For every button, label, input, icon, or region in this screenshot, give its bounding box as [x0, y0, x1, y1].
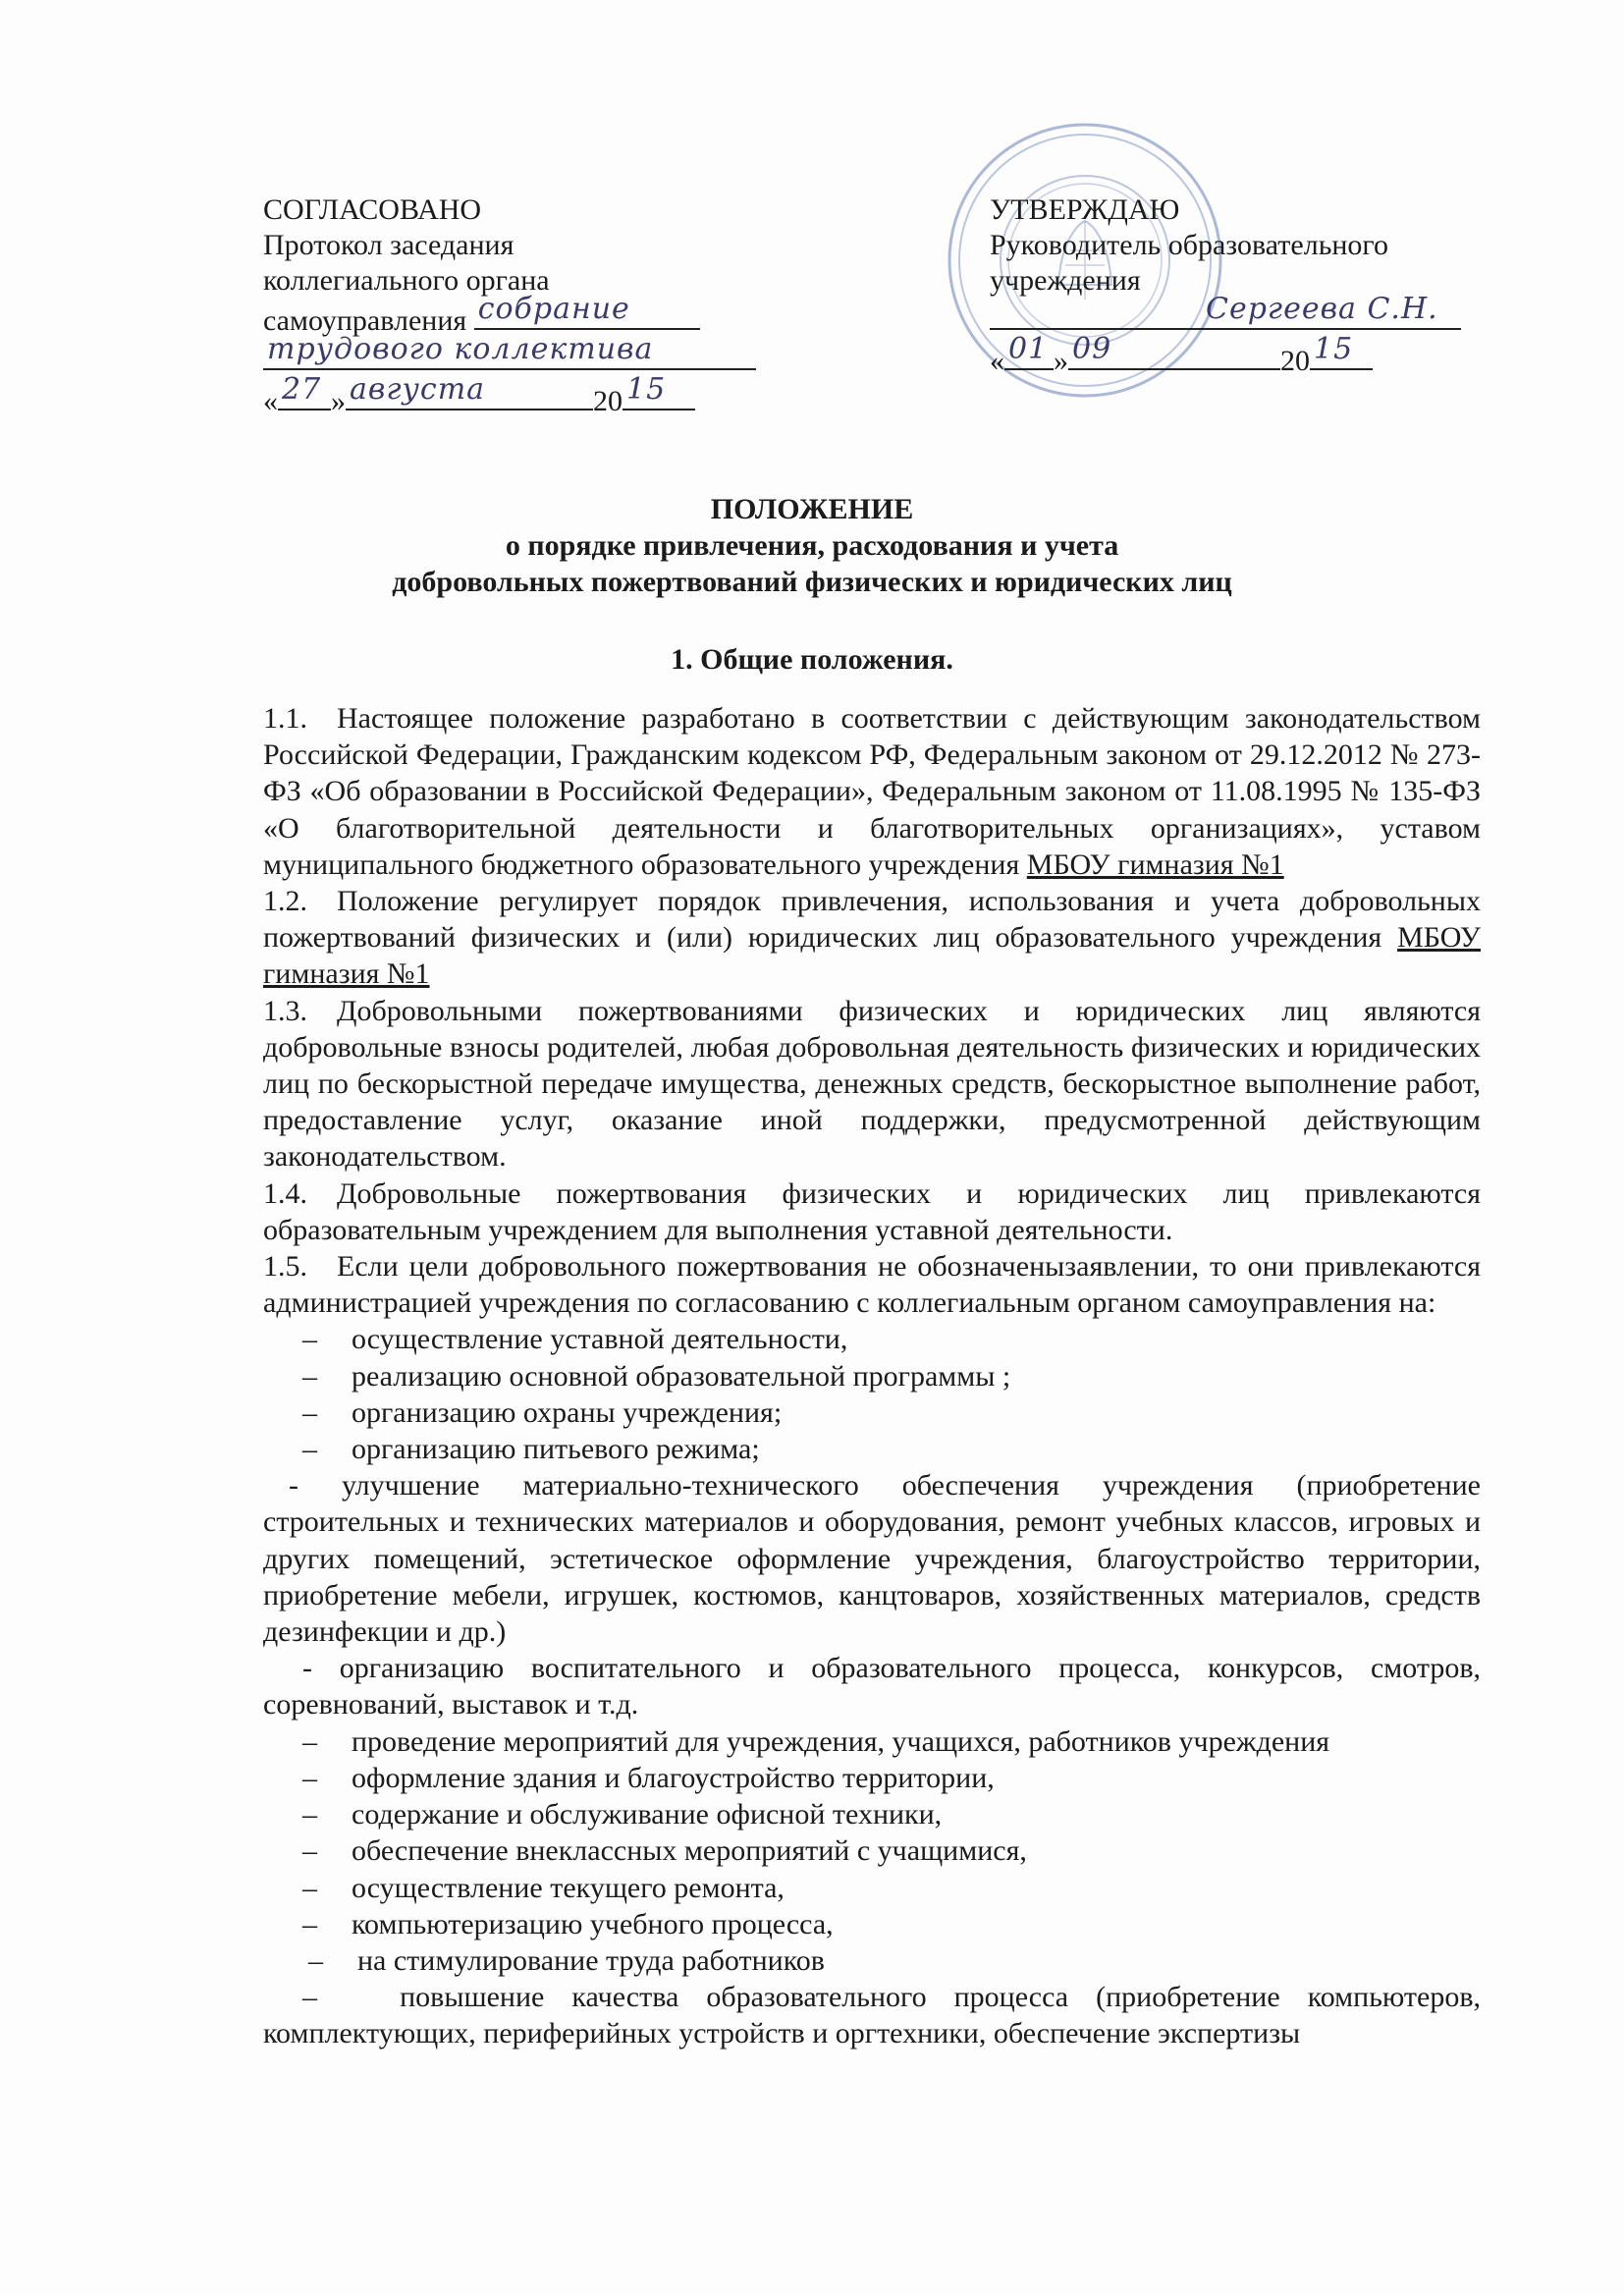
list-dash: – — [302, 1724, 317, 1758]
agreed-quote-close: » — [331, 385, 346, 417]
list-item-text: оформление здания и благоустройство территории, — [352, 1761, 995, 1794]
body-signature-line-2 — [263, 332, 756, 370]
list-dash: – — [302, 1798, 317, 1831]
list-item-text: содержание и обслуживание офисной техники, — [352, 1798, 943, 1831]
list-item — [263, 1760, 1481, 1796]
list-dash: – — [302, 1761, 317, 1794]
list-item-text: на стимулирование труда работников — [357, 1943, 825, 1977]
handwritten-approved-day: 01 — [1008, 332, 1049, 366]
list-item-text: компьютеризацию учебного процесса, — [352, 1907, 834, 1940]
document-title: ПОЛОЖЕНИЕ — [710, 493, 914, 525]
list-item — [263, 1832, 1481, 1869]
approved-year-prefix: 20 — [1280, 345, 1310, 377]
list-item-text: обеспечение внеклассных мероприятий с учащимися, — [352, 1834, 1027, 1868]
list-dash: – — [302, 1981, 317, 2014]
list-dash: – — [302, 1834, 317, 1868]
handwritten-month: августа — [350, 372, 486, 407]
approved-quote-close: » — [1054, 345, 1068, 377]
list-item-text: организацию питьевого режима; — [352, 1433, 760, 1466]
list-item — [263, 1942, 1481, 1979]
body-signature-line-1 — [474, 292, 700, 330]
list-item-text: проведение мероприятий для учреждения, учащихся, работников учреждения — [352, 1724, 1330, 1758]
clause-1-4: 1.4. Добровольные пожертвования физических и юридических лиц привлекаются образовательным учреждением для выполнения уставной деятельности. — [263, 1176, 1481, 1246]
approved-month-field — [1068, 332, 1280, 370]
clause-1-1-school: МБОУ гимназия №1 — [1026, 847, 1284, 881]
list-dash: – — [308, 1943, 323, 1977]
list-item — [263, 1431, 1481, 1467]
agreed-month-field — [346, 372, 593, 410]
clause-1-5: 1.5. Если цели добровольного пожертвования не обозначенызаявлении, то они привлекаются администрацией учреждения по согласованию с коллегиальным органом самоуправления на: — [263, 1250, 1481, 1320]
list-item — [263, 1796, 1481, 1832]
signature-field — [990, 292, 1461, 330]
clause-1-2 — [263, 883, 1481, 993]
handwritten-body-name-2: трудового коллектива — [267, 332, 654, 366]
clause-1-2-text: 1.2. Положение регулирует порядок привлечения, использования и учета добровольных пожертвований физических и (или) юридических лиц образовательного учреждения — [263, 885, 1481, 955]
quality-item — [263, 1979, 1481, 2051]
list-item-text: осуществление уставной деятельности, — [352, 1323, 848, 1356]
agreed-line-2: Протокол заседания — [263, 229, 514, 261]
handwritten-year: 15 — [626, 372, 667, 407]
list-item-text: реализацию основной образовательной программы ; — [352, 1359, 1011, 1393]
list-item — [263, 1358, 1481, 1394]
list-item-text: организацию охраны учреждения; — [352, 1395, 783, 1429]
agreed-heading: СОГЛАСОВАНО — [263, 193, 482, 226]
approved-date-line — [990, 332, 1579, 379]
list-item — [263, 1394, 1481, 1431]
clause-1-1 — [263, 700, 1481, 883]
agreed-line-4-text: самоуправления — [263, 304, 467, 337]
approved-heading: УТВЕРЖДАЮ — [990, 193, 1180, 226]
agreed-date-line — [263, 372, 774, 419]
agreed-line-5 — [263, 332, 774, 379]
approved-quote-open: « — [990, 345, 1004, 377]
list-dash: – — [302, 1433, 317, 1466]
quality-item-text: повышение качества образовательного процесса (приобретение компьютеров, комплектующих, периферийных устройств и оргтехники, обеспечение экспертизы — [263, 1981, 1481, 2050]
list-dash: – — [302, 1871, 317, 1904]
list-item-text: осуществление текущего ремонта, — [352, 1871, 785, 1904]
section-heading-1: 1. Общие положения. — [671, 643, 953, 676]
approved-line-3: учреждения — [990, 264, 1141, 297]
list-dash: – — [302, 1359, 317, 1393]
handwritten-day: 27 — [282, 372, 322, 407]
list-dash: – — [302, 1907, 317, 1940]
list-item — [263, 1906, 1481, 1942]
handwritten-approved-month: 09 — [1072, 332, 1112, 366]
agreed-year-field — [623, 372, 695, 410]
clause-1-2-school: МБОУ гимназия №1 — [263, 921, 1481, 991]
approved-block — [990, 192, 1579, 379]
approved-day-field — [1004, 332, 1054, 370]
agreed-quote-open: « — [263, 385, 278, 417]
list-dash: – — [302, 1323, 317, 1356]
organize-process-item: - организацию воспитательного и образовательного процесса, конкурсов, смотров, соревнований, выставок и т.д. — [263, 1652, 1481, 1721]
clause-1-3: 1.3. Добровольными пожертвованиями физических и юридических лиц являются добровольные взносы родителей, любая добровольная деятельность физических и юридических лиц по бескорыстной передаче имущества, денежных средств, бескорыстное выполнение работ, предоставление услуг, оказание иной поддержки, предусмотренной действующим законодательством. — [263, 994, 1481, 1174]
handwritten-body-name: собрание — [477, 292, 630, 326]
handwritten-signature: Сергеева С.Н. — [1206, 292, 1438, 326]
list-dash: – — [302, 1395, 317, 1429]
list-item — [263, 1870, 1481, 1906]
approved-year-field — [1310, 332, 1373, 370]
approved-line-2: Руководитель образовательного — [990, 229, 1388, 261]
clause-1-1-text: 1.1. Настоящее положение разработано в соответствии с действующим законодательством Российской Федерации, Гражданским кодексом РФ, Федеральным законом от 29.12.2012 № 273-ФЗ «Об образовании в Российской Федерации», Федеральным законом от 11.08.1995 № 135-ФЗ «О благотворительной деятельности и благотворительных организациях», уставом муниципального бюджетного образовательного учреждения — [263, 702, 1481, 881]
agreed-block — [263, 192, 774, 419]
document-subtitle-1: о порядке привлечения, расходования и учета — [505, 529, 1119, 562]
agreed-year-prefix: 20 — [593, 385, 623, 417]
document-subtitle-2: добровольных пожертвований физических и юридических лиц — [392, 566, 1232, 598]
agreed-day-field — [278, 372, 331, 410]
document-body — [263, 700, 1481, 2052]
list-item — [263, 1321, 1481, 1357]
material-support-item: - улучшение материально-технического обеспечения учреждения (приобретение строительных и технических материалов и оборудования, ремонт учебных классов, игровых и других помещений, эстетическое оформление учреждения, благоустройство территории, приобретение мебели, игрушек, костюмов, канцтоваров, хозяйственных материалов, средств дезинфекции и др.) — [263, 1469, 1481, 1649]
list-item — [263, 1723, 1481, 1760]
agreed-line-3: коллегиального органа — [263, 264, 550, 297]
handwritten-approved-year: 15 — [1314, 332, 1354, 366]
